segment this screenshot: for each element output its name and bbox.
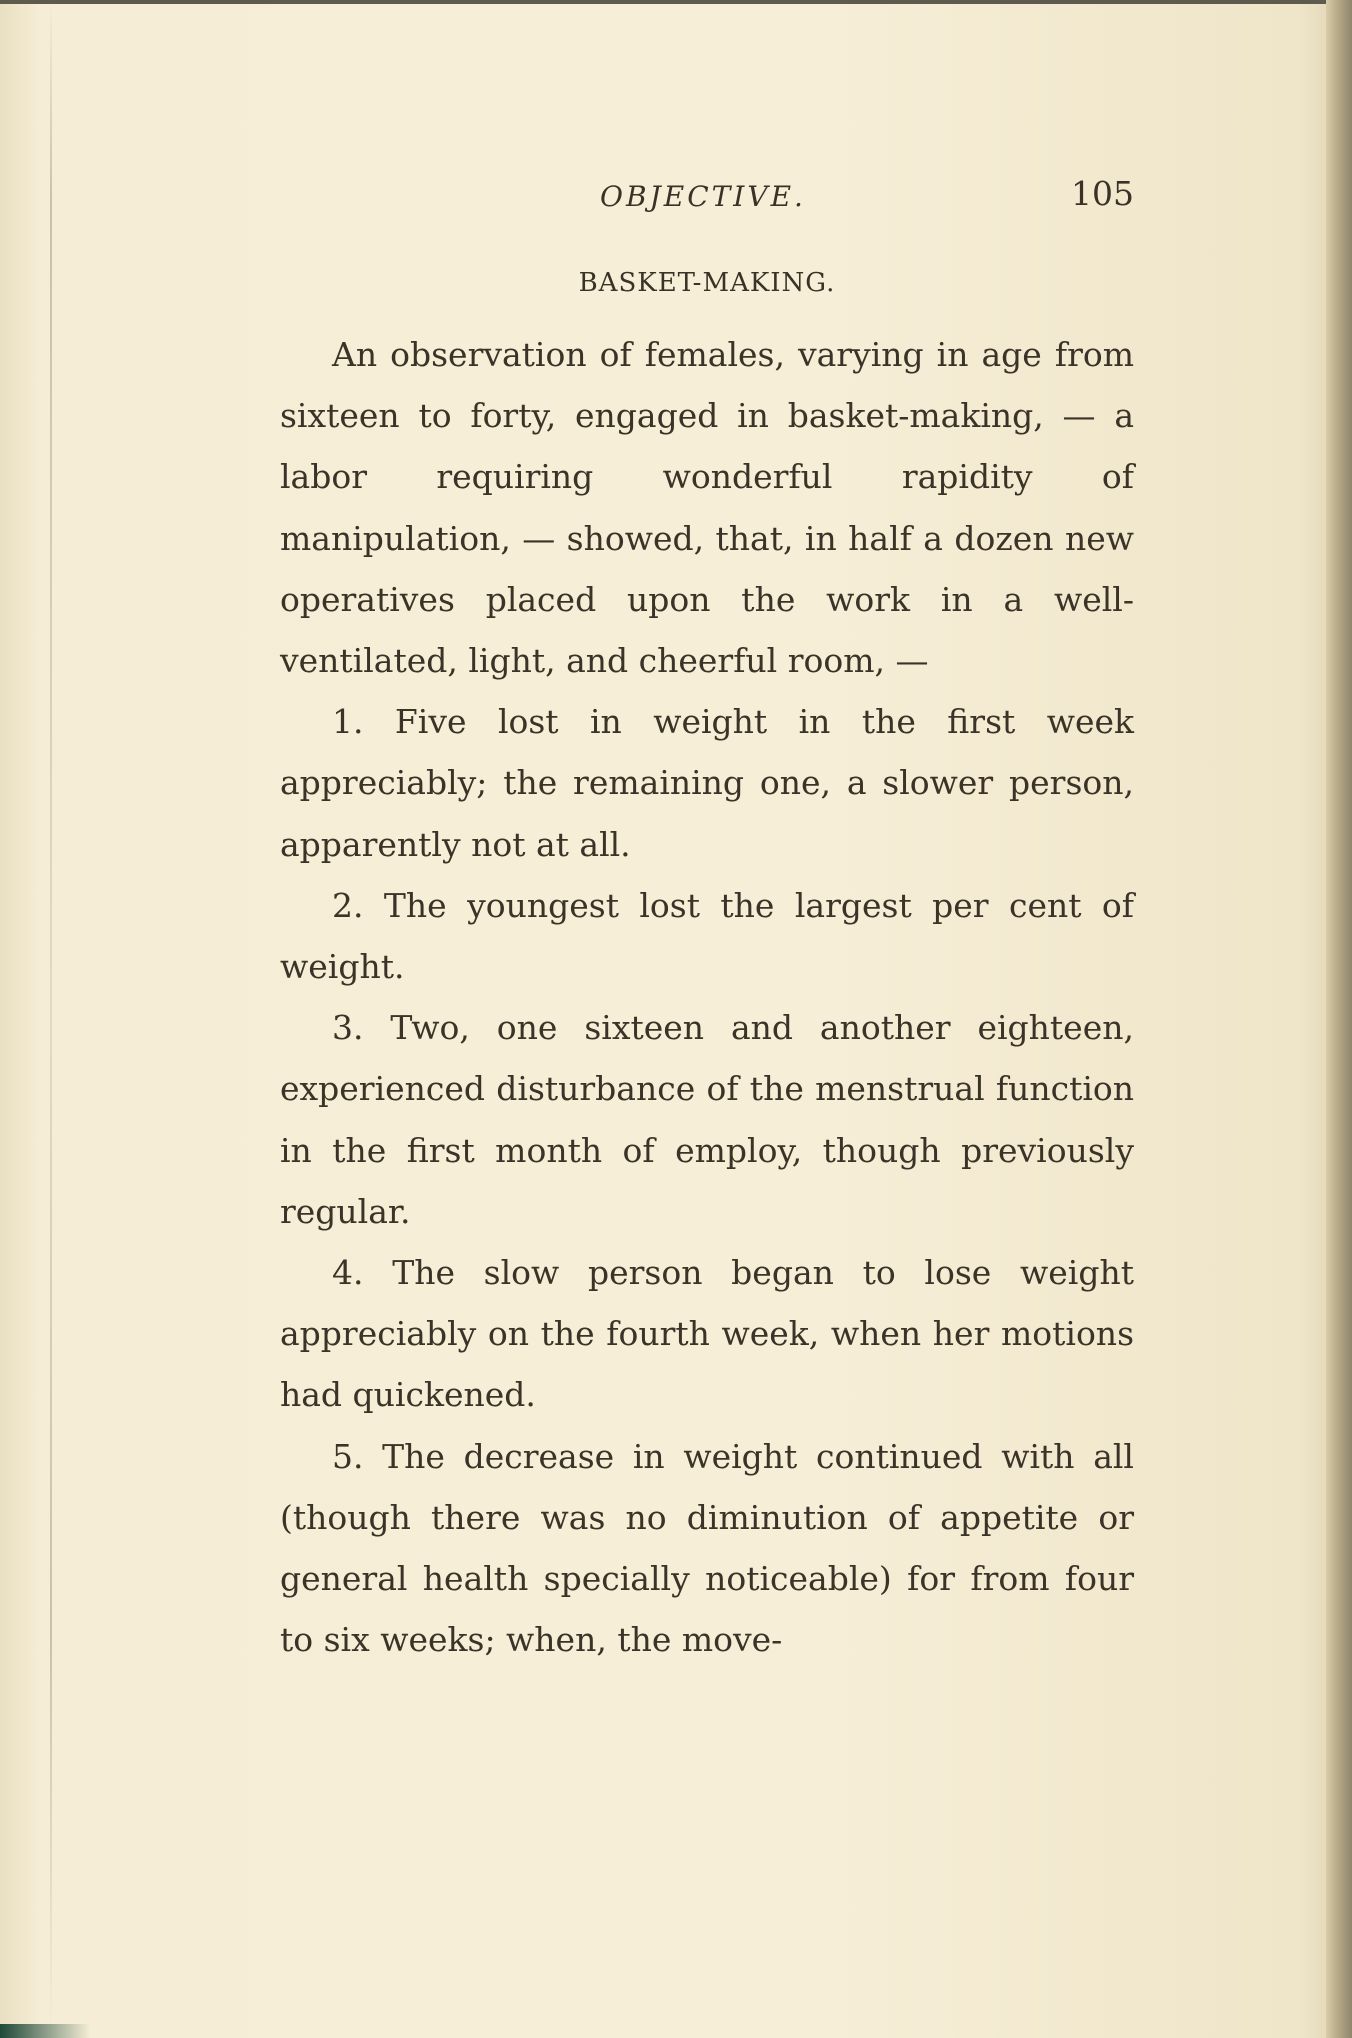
page-header	[280, 170, 1134, 226]
intro-paragraph: An observation of females, varying in age from sixteen to forty, engaged in basket-making, — a labor requiring wonderful rapidity of manipulation, — showed, that, in half a dozen new operatives placed upon the work in a well-ventilated, light, and cheerful room, —	[280, 335, 1134, 681]
body-text	[280, 324, 1134, 1670]
page-number: 105	[1071, 174, 1134, 213]
finding-3-paragraph: 3. Two, one sixteen and another eighteen, experienced disturbance of the menstrual function in the first month of employ, though previously regular.	[280, 1008, 1134, 1231]
page-top-edge	[0, 0, 1352, 4]
finding-2-paragraph: 2. The youngest lost the largest per cent of weight.	[280, 885, 1134, 987]
finding-4-paragraph: 4. The slow person began to lose weight appreciably on the fourth week, when her motions had quickened.	[280, 1253, 1134, 1415]
page-gutter-shadow	[50, 0, 52, 2038]
finding-5-paragraph: 5. The decrease in weight continued with all (though there was no diminution of appetite or general health specially noticeable) for from four to six weeks; when, the move-	[280, 1436, 1134, 1660]
running-title: OBJECTIVE.	[600, 180, 806, 213]
section-heading: BASKET-MAKING.	[578, 268, 836, 298]
finding-1-paragraph: 1. Five lost in weight in the first week appreciably; the remaining one, a slower person, apparently not at all.	[280, 702, 1134, 864]
book-binding-edge	[1326, 0, 1352, 2038]
page-corner-shadow	[0, 2024, 90, 2038]
